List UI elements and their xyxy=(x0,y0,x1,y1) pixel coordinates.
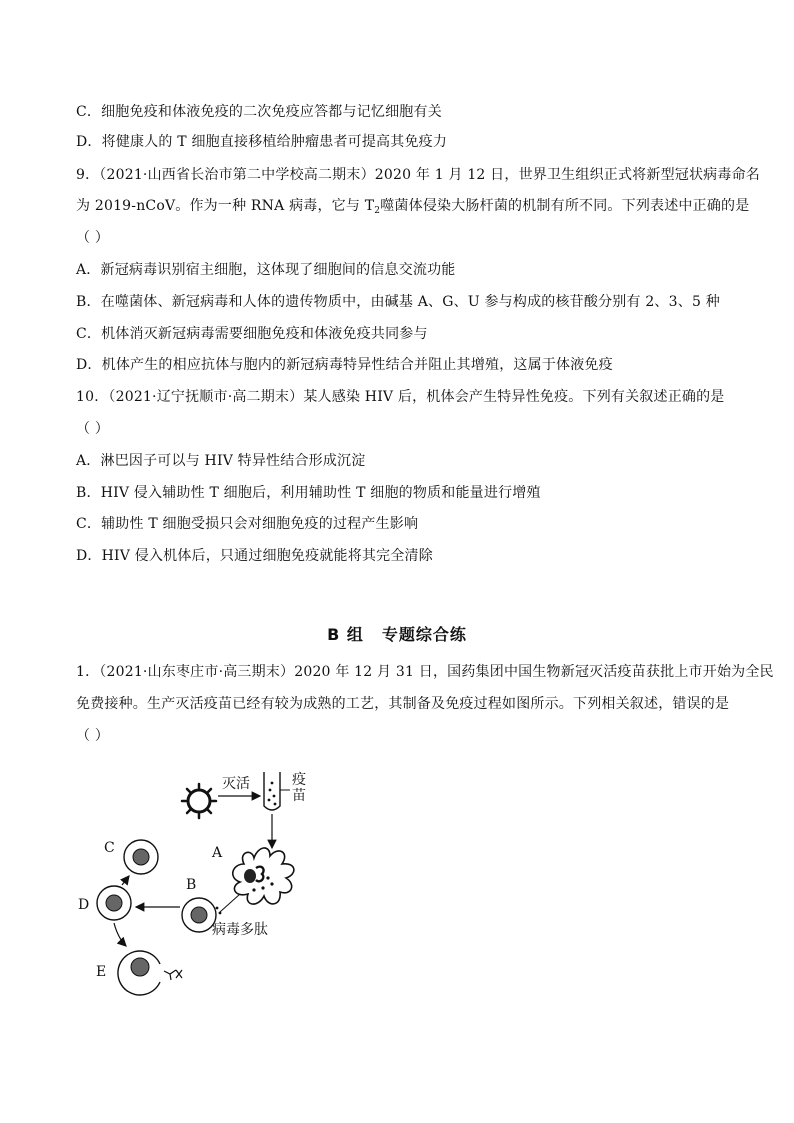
q10-option-c: C．辅助性 T 细胞受损只会对细胞免疫的过程产生影响 xyxy=(76,516,419,532)
vaccine-tube-icon xyxy=(264,772,290,810)
peptide-pointer xyxy=(220,894,240,912)
label-e: E xyxy=(96,964,107,980)
b1-stem-line-2: 免费接种。生产灭活疫苗已经有较为成熟的工艺，其制备及免疫过程如图所示。下列相关叙述，错误的是 xyxy=(76,696,730,712)
q9-option-c: C．机体消灭新冠病毒需要细胞免疫和体液免疫共同参与 xyxy=(76,326,428,342)
vaccine-label-char-1: 疫 xyxy=(292,772,306,788)
q9-option-b: B．在噬菌体、新冠病毒和人体的遗传物质中，由碱基 A、G、U 参与构成的核苷酸分别有 2、3、5 种 xyxy=(76,294,720,310)
cell-e xyxy=(118,951,182,995)
q10-option-a: A．淋巴因子可以与 HIV 特异性结合形成沉淀 xyxy=(76,453,366,469)
q8-option-d: D．将健康人的 T 细胞直接移植给肿瘤患者可提高其免疫力 xyxy=(76,134,448,150)
label-b: B xyxy=(186,877,197,893)
b1-stem-line-1: 1．（2021·山东枣庄市·高三期末）2020 年 12 月 31 日，国药集团中国生物新冠灭活疫苗获批上市开始为全民 xyxy=(76,664,774,680)
cell-d xyxy=(97,886,131,920)
q9-stem-line-2 xyxy=(76,196,749,221)
q9-stem-part-a: 为 2019-nCoV。作为一种 RNA 病毒，它与 T xyxy=(76,198,375,214)
inactivate-label: 灭活 xyxy=(222,776,250,792)
cell-c xyxy=(124,840,158,874)
arrow-d-to-e xyxy=(114,923,126,946)
q9-stem-subscript: 2 xyxy=(374,206,381,216)
q10-answer-blank: （ ） xyxy=(76,421,110,437)
cell-a xyxy=(233,848,294,904)
q9-option-d: D．机体产生的相应抗体与胞内的新冠病毒特异性结合并阻止其增殖，这属于体液免疫 xyxy=(76,357,613,373)
antibody-icon xyxy=(164,970,182,980)
b1-answer-blank: （ ） xyxy=(76,728,110,744)
vaccine-label-char-2: 苗 xyxy=(292,788,306,804)
q9-stem-part-b: 噬菌体侵染大肠杆菌的机制有所不同。下列表述中正确的是 xyxy=(380,198,750,214)
q10-option-d: D．HIV 侵入机体后，只通过细胞免疫就能将其完全清除 xyxy=(76,548,433,564)
q10-stem-line-1: 10．（2021·辽宁抚顺市·高二期末）某人感染 HIV 后，机体会产生特异性免疫。下列有关叙述正确的是 xyxy=(76,389,725,405)
q9-option-a: A．新冠病毒识别宿主细胞，这体现了细胞间的信息交流功能 xyxy=(76,262,456,278)
q8-option-c: C．细胞免疫和体液免疫的二次免疫应答都与记忆细胞有关 xyxy=(76,104,442,120)
q9-answer-blank: （ ） xyxy=(76,230,110,246)
label-c: C xyxy=(104,840,115,856)
vaccine-immune-figure xyxy=(78,768,352,1008)
peptide-label: 病毒多肽 xyxy=(212,922,268,938)
section-b-title xyxy=(0,622,794,645)
section-b-title-group: B 组 xyxy=(327,625,364,644)
arrow-d-to-c xyxy=(122,876,129,885)
section-b-title-name: 专题综合练 xyxy=(381,625,467,644)
label-a: A xyxy=(212,845,223,861)
label-d: D xyxy=(78,897,90,913)
q10-option-b: B．HIV 侵入辅助性 T 细胞后，利用辅助性 T 细胞的物质和能量进行增殖 xyxy=(76,485,541,501)
q9-stem-line-1: 9．（2021·山西省长治市第二中学校高二期末）2020 年 1 月 12 日，世界卫生组织正式将新型冠状病毒命名 xyxy=(76,167,760,183)
virus-icon xyxy=(182,784,216,818)
